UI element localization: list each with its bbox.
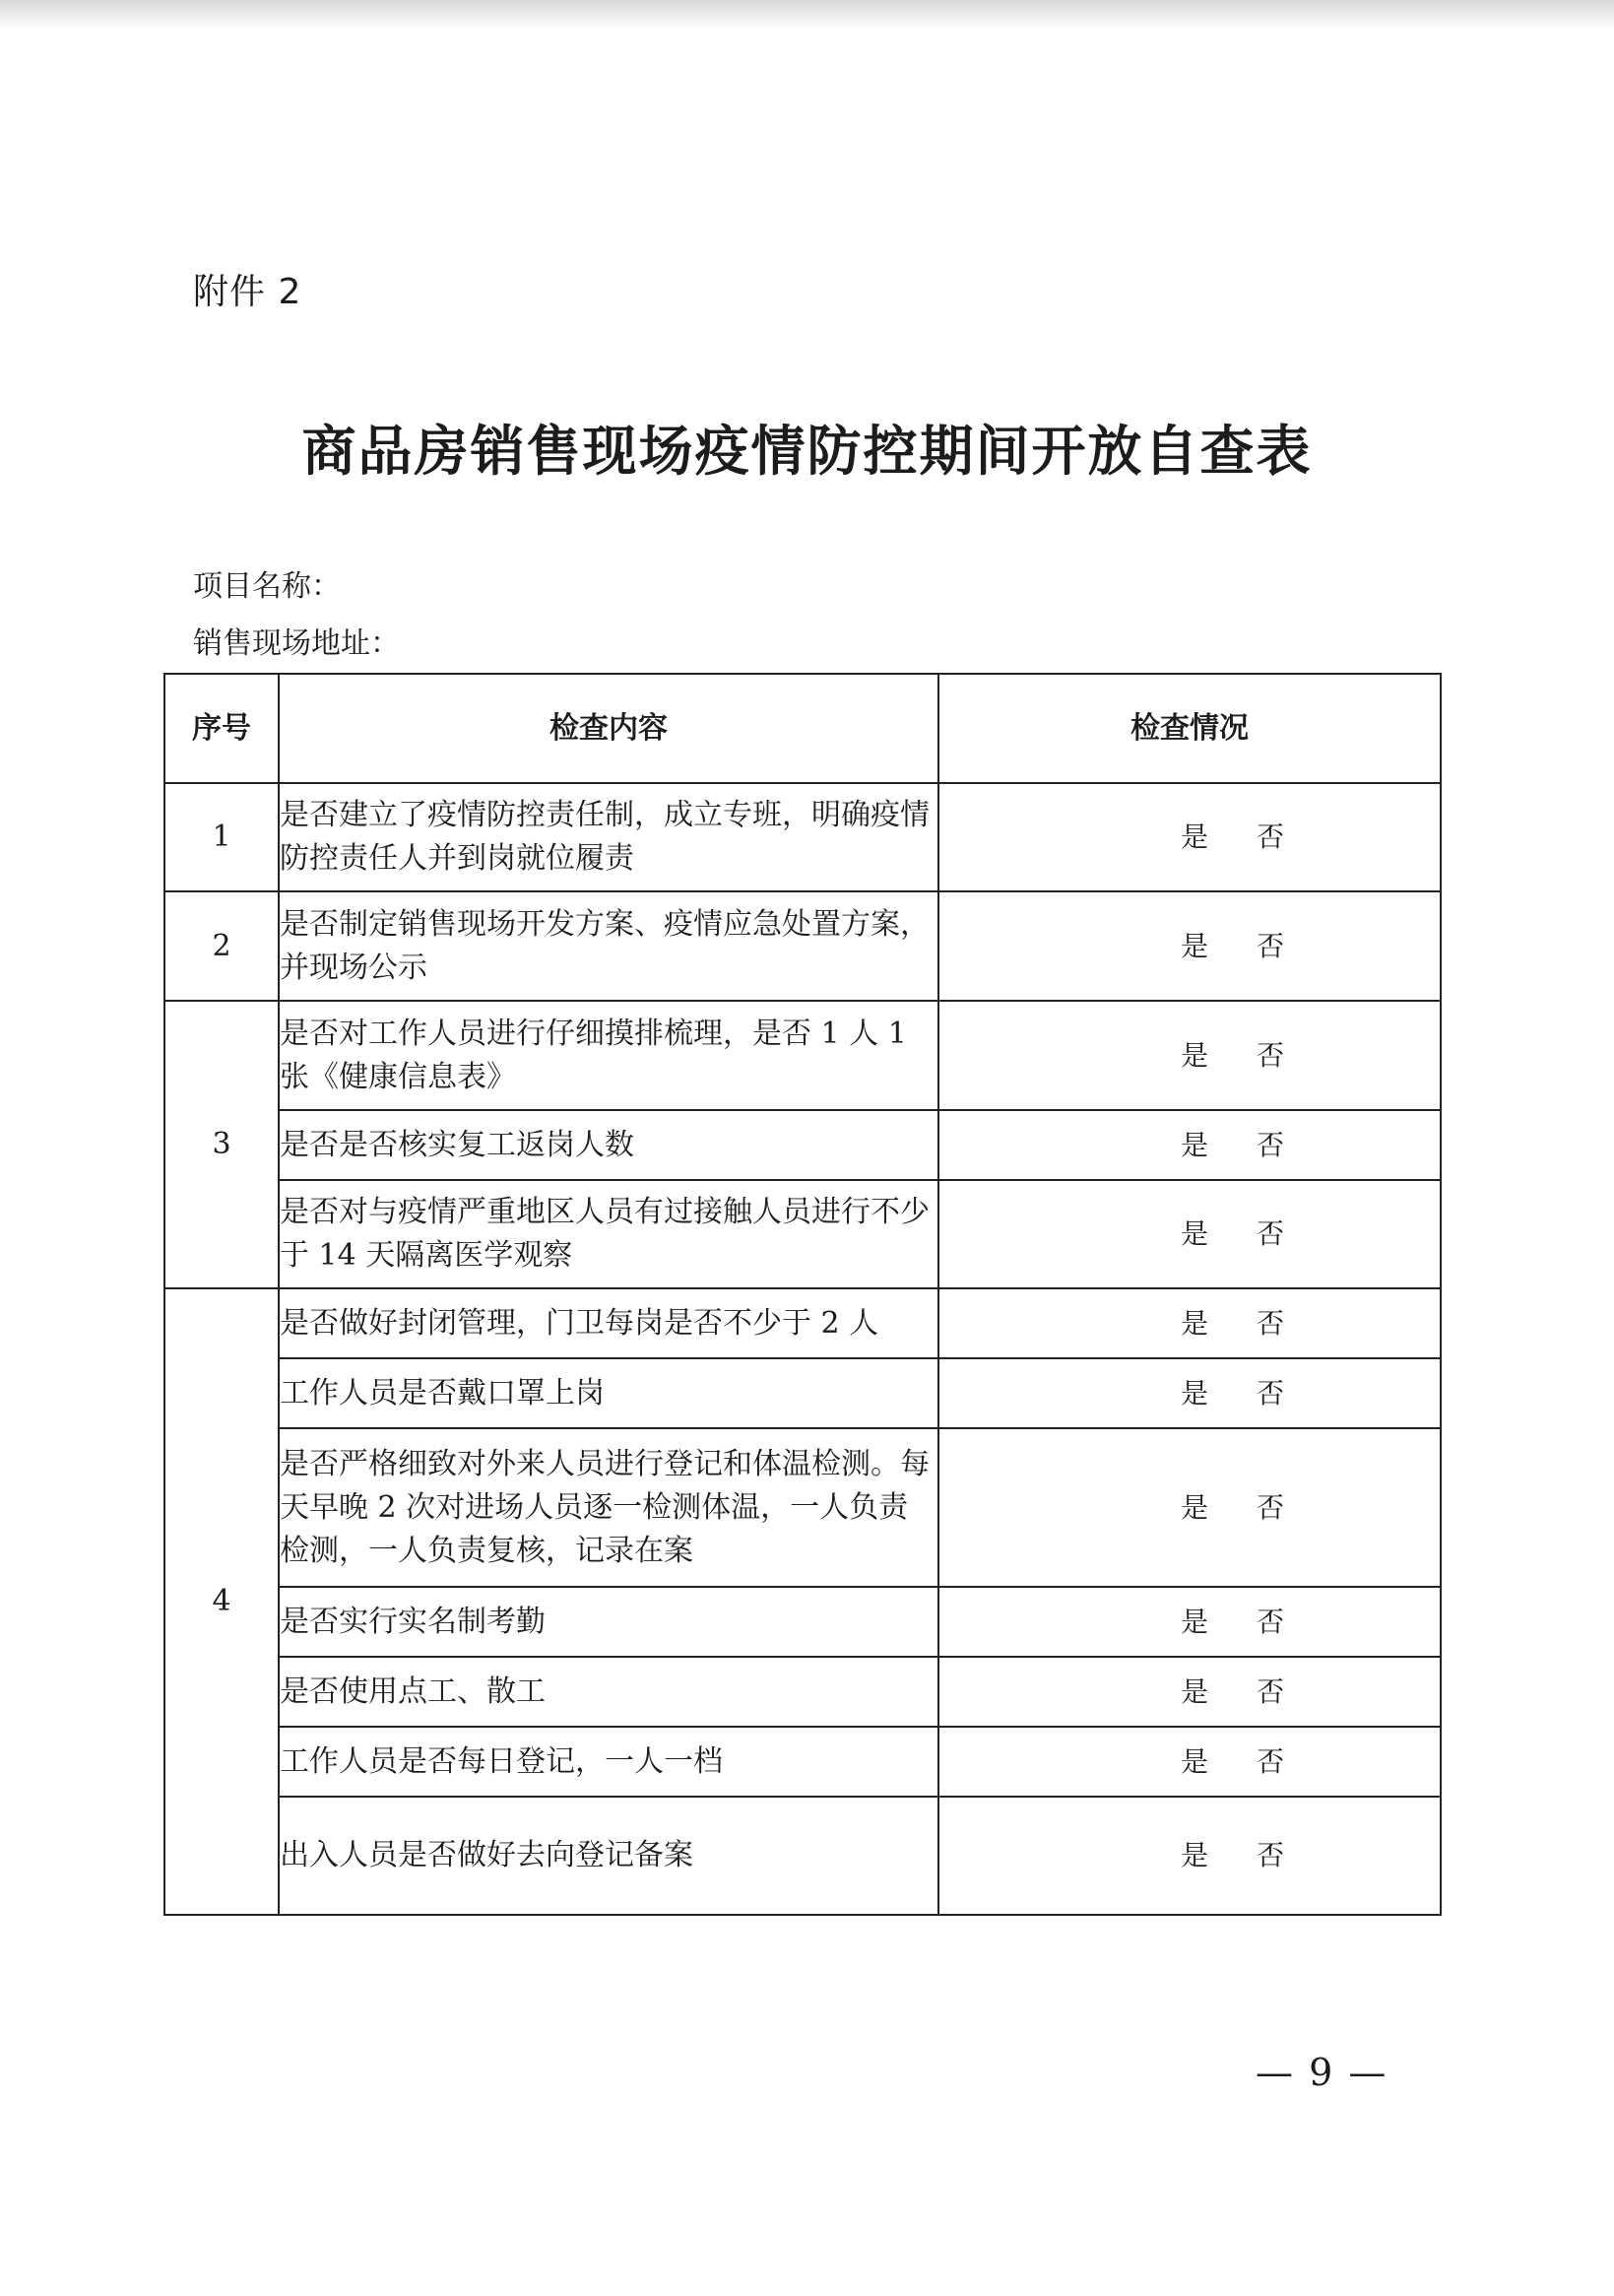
- row-status: [938, 1288, 1441, 1358]
- no-option: 否: [1256, 1490, 1284, 1524]
- yes-option: 是: [1181, 1839, 1209, 1871]
- row-seq: 3: [164, 1001, 279, 1288]
- row-content: 是否是否核实复工返岗人数: [279, 1110, 938, 1180]
- no-option: 否: [1256, 929, 1284, 962]
- yes-option: 是: [1181, 1490, 1209, 1524]
- row-content: 是否做好封闭管理，门卫每岗是否不少于 2 人: [279, 1288, 938, 1358]
- row-content: 是否对与疫情严重地区人员有过接触人员进行不少于 14 天隔离医学观察: [279, 1180, 938, 1288]
- row-content: 是否建立了疫情防控责任制，成立专班，明确疫情防控责任人并到岗就位履责: [279, 783, 938, 891]
- header-content: 检查内容: [279, 674, 938, 783]
- row-content: 是否对工作人员进行仔细摸排梳理，是否 1 人 1 张《健康信息表》: [279, 1001, 938, 1110]
- page-number: — 9 —: [1256, 2051, 1388, 2094]
- no-option: 否: [1256, 1217, 1284, 1250]
- no-option: 否: [1256, 1128, 1284, 1161]
- row-content: 是否严格细致对外来人员进行登记和体温检测。每天早晚 2 次对进场人员逐一检测体温，一人负责检测，一人负责复核，记录在案: [279, 1428, 938, 1587]
- row-status: [938, 1657, 1441, 1727]
- table-header-row: [164, 674, 1441, 783]
- yes-option: 是: [1181, 820, 1209, 853]
- table-row: [164, 1428, 1441, 1587]
- self-check-table: [163, 673, 1442, 1916]
- row-content: 是否实行实名制考勤: [279, 1587, 938, 1657]
- no-option: 否: [1256, 1674, 1284, 1708]
- row-status: [938, 1110, 1441, 1180]
- no-option: 否: [1256, 820, 1284, 853]
- row-status: [938, 1587, 1441, 1657]
- no-option: 否: [1256, 1038, 1284, 1072]
- row-status: [938, 891, 1441, 1001]
- yes-option: 是: [1181, 1306, 1209, 1340]
- table-row: [164, 1587, 1441, 1657]
- row-status: [938, 1180, 1441, 1288]
- yes-option: 是: [1181, 1038, 1209, 1072]
- attachment-label: 附件 2: [193, 272, 302, 312]
- page-title: 商品房销售现场疫情防控期间开放自查表: [301, 419, 1313, 483]
- table-row: [164, 783, 1441, 891]
- yes-option: 是: [1181, 929, 1209, 962]
- row-status: [938, 1001, 1441, 1110]
- table-row: [164, 1657, 1441, 1727]
- row-status: [938, 1727, 1441, 1797]
- no-option: 否: [1256, 1744, 1284, 1778]
- project-name-label: 项目名称：: [193, 569, 341, 604]
- row-status: [938, 1358, 1441, 1428]
- yes-option: 是: [1181, 1674, 1209, 1708]
- table-row: [164, 1001, 1441, 1110]
- row-status: [938, 1797, 1441, 1915]
- yes-option: 是: [1181, 1605, 1209, 1638]
- no-option: 否: [1256, 1306, 1284, 1340]
- row-seq: 2: [164, 891, 279, 1001]
- table-row: [164, 1797, 1441, 1915]
- row-content: 是否使用点工、散工: [279, 1657, 938, 1727]
- site-address-label: 销售现场地址：: [193, 626, 400, 661]
- scan-edge-shade: [0, 0, 1614, 30]
- yes-option: 是: [1181, 1217, 1209, 1250]
- table-row: [164, 1358, 1441, 1428]
- yes-option: 是: [1181, 1376, 1209, 1410]
- table-row: [164, 1180, 1441, 1288]
- row-content: 是否制定销售现场开发方案、疫情应急处置方案，并现场公示: [279, 891, 938, 1001]
- yes-option: 是: [1181, 1744, 1209, 1778]
- row-content: 工作人员是否每日登记，一人一档: [279, 1727, 938, 1797]
- header-seq: 序号: [164, 674, 279, 783]
- no-option: 否: [1256, 1839, 1284, 1871]
- row-seq: 1: [164, 783, 279, 891]
- row-status: [938, 1428, 1441, 1587]
- row-seq: 4: [164, 1288, 279, 1915]
- table-row: [164, 1110, 1441, 1180]
- row-content: 出入人员是否做好去向登记备案: [279, 1797, 938, 1915]
- header-status: 检查情况: [938, 674, 1441, 783]
- table-row: [164, 1727, 1441, 1797]
- table-row: [164, 1288, 1441, 1358]
- row-content: 工作人员是否戴口罩上岗: [279, 1358, 938, 1428]
- row-status: [938, 783, 1441, 891]
- yes-option: 是: [1181, 1128, 1209, 1161]
- table-row: [164, 891, 1441, 1001]
- no-option: 否: [1256, 1376, 1284, 1410]
- no-option: 否: [1256, 1605, 1284, 1638]
